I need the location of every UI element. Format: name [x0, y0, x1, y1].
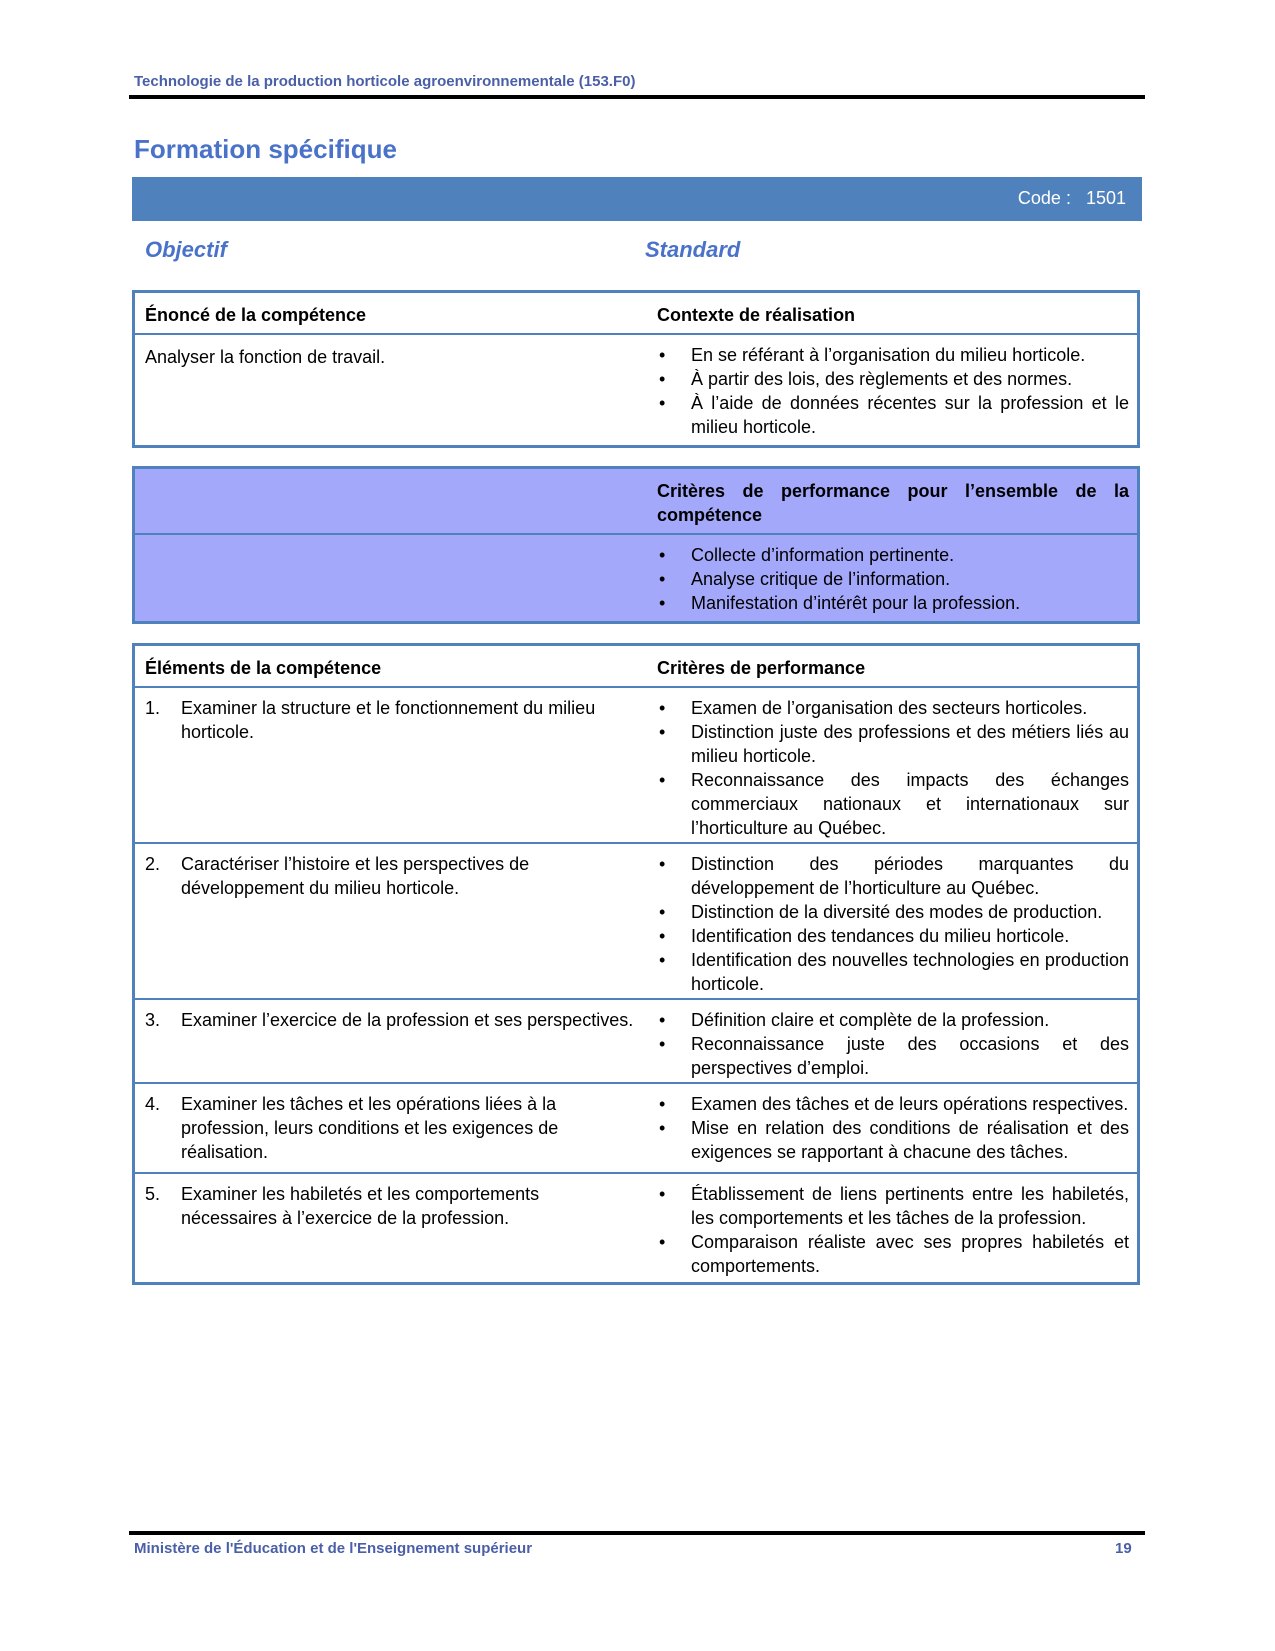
element-item [145, 1182, 635, 1230]
competence-header: Énoncé de la compétence [145, 305, 367, 325]
standard-label: Standard [645, 237, 741, 262]
criteria-item: • Définition claire et complète de la profession. [657, 1008, 1129, 1032]
overall-empty-cell [134, 534, 646, 623]
overall-criteria-table [132, 466, 1140, 624]
overall-criteria-item: • Collecte d’information pertinente. [657, 543, 1129, 567]
criteria-item: • Examen de l’organisation des secteurs horticoles. [657, 696, 1129, 720]
element-text: Examiner la structure et le fonctionnement du milieu horticole. [181, 698, 596, 742]
criteria-list [657, 1008, 1129, 1080]
overall-criteria-header: Critères de performance pour l’ensemble de la compétence [657, 481, 1129, 525]
criteria-list [657, 696, 1129, 840]
element-item [145, 852, 635, 900]
element-text: Caractériser l’histoire et les perspectives de développement du milieu horticole. [181, 854, 530, 898]
element-item [145, 1008, 635, 1032]
criteria-item: • Identification des nouvelles technologies en production horticole. [657, 948, 1129, 996]
overall-criteria-list [657, 543, 1129, 615]
element-number: 2. [145, 854, 161, 874]
element-row [134, 687, 1139, 843]
element-number: 4. [145, 1094, 161, 1114]
criteria-item: • Reconnaissance des impacts des échanges commerciaux nationaux et internationaux sur l’horticulture au Québec. [657, 768, 1129, 840]
code-label: Code : 1501 [1017, 188, 1126, 208]
element-text: Examiner les habiletés et les comportements nécessaires à l’exercice de la profession. [181, 1184, 540, 1228]
element-text: Examiner l’exercice de la profession et ses perspectives. [181, 1010, 634, 1030]
criteria-item: • Examen des tâches et de leurs opérations respectives. [657, 1092, 1129, 1116]
criteria-list [657, 1182, 1129, 1278]
criteria-item: • Reconnaissance juste des occasions et des perspectives d’emploi. [657, 1032, 1129, 1080]
criteria-item: • Mise en relation des conditions de réalisation et des exigences se rapportant à chacune des tâches. [657, 1116, 1129, 1164]
competence-table [132, 290, 1140, 448]
criteria-header: Critères de performance [657, 658, 866, 678]
criteria-item: • Identification des tendances du milieu horticole. [657, 924, 1129, 948]
footer-ministry: Ministère de l'Éducation et de l'Enseignement supérieur [134, 1540, 533, 1557]
overall-criteria-item: • Manifestation d’intérêt pour la profession. [657, 591, 1129, 615]
footer-rule [129, 1531, 1145, 1535]
element-number: 5. [145, 1184, 161, 1204]
element-text: Examiner les tâches et les opérations liées à la profession, leurs conditions et les exigences de réalisation. [181, 1094, 559, 1162]
criteria-item: • Distinction de la diversité des modes de production. [657, 900, 1129, 924]
element-number: 1. [145, 698, 161, 718]
criteria-item: • Distinction juste des professions et des métiers liés au milieu horticole. [657, 720, 1129, 768]
context-list [657, 343, 1129, 439]
element-row [134, 999, 1139, 1083]
objectif-label: Objectif [145, 237, 227, 262]
criteria-item: • Distinction des périodes marquantes du développement de l’horticulture au Québec. [657, 852, 1129, 900]
code-band [132, 177, 1142, 221]
running-header: Technologie de la production horticole agroenvironnementale (153.F0) [134, 73, 636, 90]
page-number: 19 [1115, 1540, 1132, 1557]
overall-empty-cell [134, 468, 646, 535]
context-item: • À partir des lois, des règlements et des normes. [657, 367, 1129, 391]
criteria-item: • Comparaison réaliste avec ses propres habiletés et comportements. [657, 1230, 1129, 1278]
criteria-list [657, 852, 1129, 996]
element-row [134, 843, 1139, 999]
criteria-list [657, 1092, 1129, 1164]
overall-criteria-item: • Analyse critique de l’information. [657, 567, 1129, 591]
competence-statement: Analyser la fonction de travail. [134, 334, 646, 447]
context-item: • En se référant à l’organisation du milieu horticole. [657, 343, 1129, 367]
context-item: • À l’aide de données récentes sur la profession et le milieu horticole. [657, 391, 1129, 439]
context-header: Contexte de réalisation [657, 305, 856, 325]
elements-header: Éléments de la compétence [145, 658, 382, 678]
criteria-item: • Établissement de liens pertinents entre les habiletés, les comportements et les tâches de la profession. [657, 1182, 1129, 1230]
section-title: Formation spécifique [134, 134, 397, 164]
header-rule [129, 95, 1145, 99]
element-item [145, 1092, 635, 1164]
element-item [145, 696, 635, 744]
element-number: 3. [145, 1010, 161, 1030]
elements-table [132, 643, 1140, 1285]
element-row [134, 1083, 1139, 1173]
element-row [134, 1173, 1139, 1284]
